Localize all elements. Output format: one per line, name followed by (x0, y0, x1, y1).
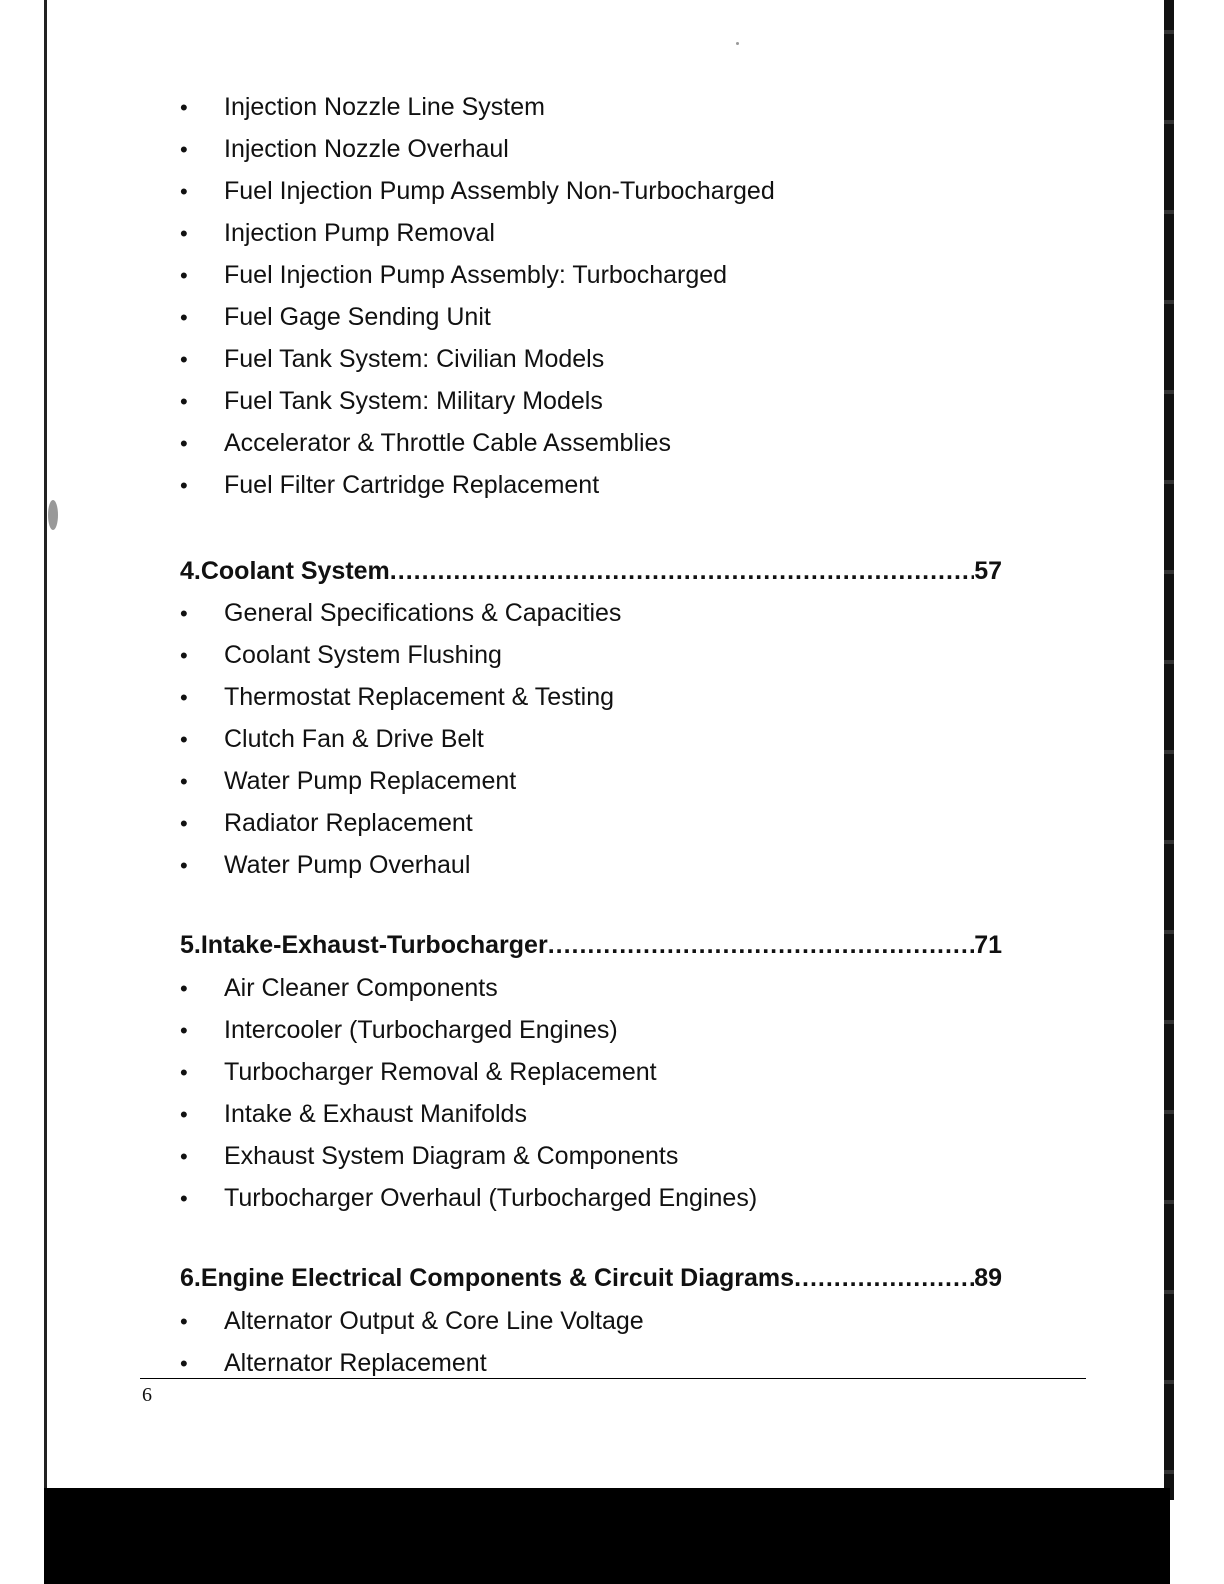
bullet-icon: • (180, 643, 188, 668)
section-page: 57 (974, 557, 1002, 585)
bullet-icon: • (180, 95, 188, 120)
bullet-icon: • (180, 853, 188, 878)
scan-speck (736, 42, 739, 45)
list-item: • Accelerator & Throttle Cable Assemblies (180, 422, 775, 464)
electrical-items-list (180, 1300, 644, 1384)
list-item: • Fuel Filter Cartridge Replacement (180, 464, 775, 506)
section-title: Engine Electrical Components & Circuit Diagrams (200, 1264, 795, 1292)
list-item: • General Specifications & Capacities (180, 592, 621, 634)
bullet-icon: • (180, 1309, 188, 1334)
list-item: • Water Pump Overhaul (180, 844, 621, 886)
scan-right-edge (1164, 0, 1174, 1500)
page-number: 6 (142, 1384, 152, 1406)
list-item: • Alternator Replacement (180, 1342, 644, 1384)
bullet-icon: • (180, 769, 188, 794)
list-item: • Injection Pump Removal (180, 212, 775, 254)
bullet-icon: • (180, 1186, 188, 1211)
section-number: 5. (180, 931, 201, 959)
list-item: • Turbocharger Overhaul (Turbocharged Engines) (180, 1177, 757, 1219)
bullet-icon: • (180, 685, 188, 710)
list-item: • Turbocharger Removal & Replacement (180, 1051, 757, 1093)
scan-speck (48, 500, 58, 530)
bullet-icon: • (180, 1144, 188, 1169)
list-item: • Alternator Output & Core Line Voltage (180, 1300, 644, 1342)
bullet-icon: • (180, 1351, 188, 1376)
bullet-icon: • (180, 221, 188, 246)
list-item: • Fuel Tank System: Military Models (180, 380, 775, 422)
section-heading-electrical (180, 1257, 1002, 1299)
list-item: • Intercooler (Turbocharged Engines) (180, 1009, 757, 1051)
bullet-icon: • (180, 137, 188, 162)
dot-leader (390, 550, 974, 592)
list-item: • Thermostat Replacement & Testing (180, 676, 621, 718)
list-item: • Injection Nozzle Overhaul (180, 128, 775, 170)
bullet-icon: • (180, 1102, 188, 1127)
list-item: • Clutch Fan & Drive Belt (180, 718, 621, 760)
list-item: • Radiator Replacement (180, 802, 621, 844)
section-heading-coolant (180, 550, 1002, 592)
section-title: Intake-Exhaust-Turbocharger (200, 931, 548, 959)
dot-leader (548, 924, 975, 966)
list-item: • Air Cleaner Components (180, 967, 757, 1009)
bullet-icon: • (180, 431, 188, 456)
scan-left-edge (44, 0, 47, 1584)
scan-margin (1174, 0, 1224, 1584)
bullet-icon: • (180, 179, 188, 204)
bullet-icon: • (180, 347, 188, 372)
list-item: • Exhaust System Diagram & Components (180, 1135, 757, 1177)
bullet-icon: • (180, 305, 188, 330)
list-item: • Fuel Injection Pump Assembly: Turbocharged (180, 254, 775, 296)
intake-items-list (180, 967, 757, 1219)
footer-rule (140, 1378, 1086, 1379)
list-item: • Water Pump Replacement (180, 760, 621, 802)
bullet-icon: • (180, 1018, 188, 1043)
list-item: • Injection Nozzle Line System (180, 86, 775, 128)
section-page: 89 (974, 1264, 1002, 1292)
bullet-icon: • (180, 727, 188, 752)
list-item: • Coolant System Flushing (180, 634, 621, 676)
bullet-icon: • (180, 473, 188, 498)
list-item: • Intake & Exhaust Manifolds (180, 1093, 757, 1135)
section-title: Coolant System (200, 557, 390, 585)
bullet-icon: • (180, 389, 188, 414)
list-item: • Fuel Injection Pump Assembly Non-Turbocharged (180, 170, 775, 212)
list-item: • Fuel Tank System: Civilian Models (180, 338, 775, 380)
scan-bottom-band (44, 1488, 1170, 1584)
section-number: 4. (180, 557, 201, 585)
dot-leader (794, 1257, 974, 1299)
bullet-icon: • (180, 601, 188, 626)
bullet-icon: • (180, 976, 188, 1001)
section-heading-intake (180, 924, 1002, 966)
section-page: 71 (974, 931, 1002, 959)
section-number: 6. (180, 1264, 201, 1292)
bullet-icon: • (180, 811, 188, 836)
coolant-items-list (180, 592, 621, 886)
bullet-icon: • (180, 1060, 188, 1085)
fuel-items-list (180, 86, 775, 506)
list-item: • Fuel Gage Sending Unit (180, 296, 775, 338)
bullet-icon: • (180, 263, 188, 288)
